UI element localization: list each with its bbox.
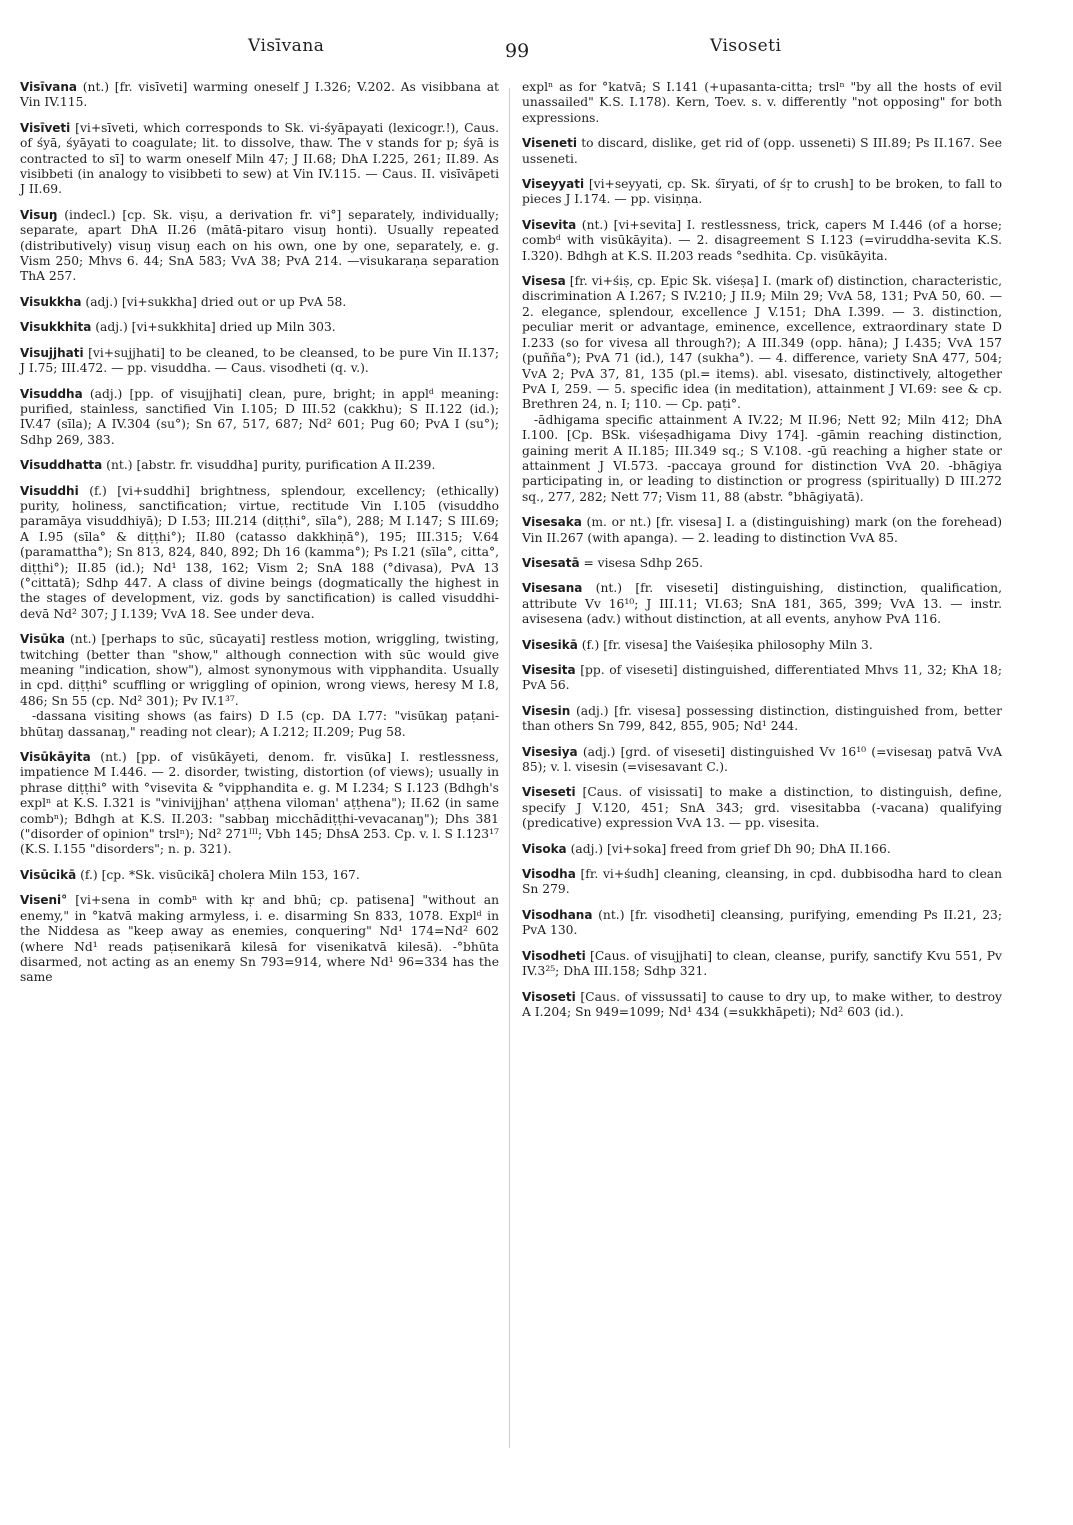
entry-subsection: -ādhigama specific attainment A IV.22; M II.96; Nett 92; Miln 412; DhA I.100. [Cp. BSk. viśeṣadhigama Divy 174]. -gāmin reaching distinction, gaining merit A II.185; III.349 sq.; S V.108. -gū reaching a higher state or attainment J VI.573. -paccaya ground for distinction VvA 20. -bhāgiya participating in, or leading to distinction or progress (spiritually) D III.272 sq., 277, 282; Nett 77; Vism 11, 88 (abstr. °bhāgiyatā). <box>522 412 1002 504</box>
entry-text: to discard, dislike, get rid of (opp. usseneti) S III.89; Ps II.167. See usseneti. <box>522 136 1002 166</box>
dictionary-entry <box>20 387 499 449</box>
dictionary-entry <box>522 136 1002 167</box>
dictionary-entry <box>522 785 1002 831</box>
entry-text: (f.) [cp. *Sk. visūcikā] cholera Miln 153, 167. <box>76 867 360 882</box>
entry-text: (nt.) [fr. viseseti] distinguishing, distinction, qualification, attribute Vv 16¹⁰; J III.11; VI.63; SnA 181, 365, 399; VvA 13. — instr. avisesena (adv.) without distinction, at all events, anyhow PvA 116. <box>522 581 1002 627</box>
running-head-left: Visīvana <box>248 36 325 56</box>
headword: Viseneti <box>522 136 578 151</box>
dictionary-entry <box>20 80 499 111</box>
dictionary-entry <box>20 484 499 623</box>
entry-text: [vi+sujjhati] to be cleaned, to be cleansed, to be pure Vin II.137; J I.75; III.472. — pp. visuddha. — Caus. visodheti (q. v.). <box>20 345 499 376</box>
entry-text: [Caus. of visissati] to make a distinction, to distinguish, define, specify J V.120, 451; SnA 343; grd. visesitabba (-vacana) qualifying (predicative) expression VvA 13. — pp. visesita. <box>522 785 1002 831</box>
dictionary-entry <box>522 515 1002 546</box>
dictionary-entry <box>522 842 1002 857</box>
entry-text: [Caus. of visujjhati] to clean, cleanse, purify, sanctify Kvu 551, Pv IV.3²⁵; DhA III.158; Sdhp 321. <box>522 948 1002 979</box>
page-header <box>0 36 1073 66</box>
headword: Visesiya <box>522 744 578 759</box>
entry-text: (nt.) [fr. visīveti] warming oneself J I.326; V.202. As visibbana at Vin IV.115. <box>20 80 499 110</box>
headword: Visevita <box>522 217 577 232</box>
entry-subsection: -dassana visiting shows (as fairs) D I.5 (cp. DA I.77: "visūkaŋ paṭani-bhūtaŋ dassanaŋ," reading not clear); A I.212; II.209; Pug 58. <box>20 709 499 739</box>
column-divider <box>509 88 510 1448</box>
entry-text: [vi+sīveti, which corresponds to Sk. vi-śyāpayati (lexicogr.!), Caus. of śyā, śyāyati to coagulate; lit. to dissolve, thaw. The v stands for p; śyā is contracted to sī] to warm oneself Miln 47; J II.68; DhA I.225, 261; II.89. As visibbeti (in analogy to visibbeti to sew) at Vin IV.115. — Caus. II. visīvāpeti J II.69. <box>20 120 499 197</box>
headword: Visūkāyita <box>20 750 91 765</box>
dictionary-entry <box>522 581 1002 627</box>
headword: Viseseti <box>522 785 576 800</box>
headword: Visuŋ <box>20 207 58 222</box>
entry-text: (nt.) [perhaps to sūc, sūcayati] restless motion, wriggling, twisting, twitching (better than "show," although connection with sūc would give meaning "indication, show"), almost synonymous with vipphandita. Usually in cpd. diṭṭhi° scuffling or wriggling of opinion, wrong views, heresy M I.8, 486; Sn 55 (cp. Nd² 301); Pv IV.1³⁷. <box>20 632 499 708</box>
headword: Visoseti <box>522 989 576 1004</box>
headword: Visuddhatta <box>20 458 103 473</box>
dictionary-entry <box>20 295 499 310</box>
dictionary-entry <box>522 274 1002 505</box>
dictionary-entry <box>20 458 499 473</box>
headword: Visodhana <box>522 907 593 922</box>
entry-text: [pp. of viseseti] distinguished, differentiated Mhvs 11, 32; KhA 18; PvA 56. <box>522 663 1002 693</box>
page-number: 99 <box>505 40 530 62</box>
entry-text: (adj.) [vi+sukkhita] dried up Miln 303. <box>91 320 336 335</box>
entry-text: (nt.) [pp. of visūkāyeti, denom. fr. visūka] I. restlessness, impatience M I.446. — 2. disorder, twisting, distortion (of views); usually in phrase diṭṭhi° with °visevita & °vipphandita e. g. M I.234; S I.123 (Bdhgh's explⁿ at K.S. I.321 is "vinivijjhan' aṭṭhena viloman' aṭṭhena"); II.62 (in same combⁿ); Bdhgh at K.S. II.203: "sabbaŋ micchādiṭṭhi-vevacanaŋ"); Dhs 381 ("disorder of opinion" trslⁿ); Nd² 271ᴵᴵᴵ; Vbh 145; DhsA 253. Cp. v. l. S I.123¹⁷ (K.S. I.155 "disorders"; n. p. 321). <box>20 750 499 857</box>
headword: Visodheti <box>522 948 586 963</box>
entry-text: (nt.) [vi+sevita] I. restlessness, trick, capers M I.446 (of a horse; combᵈ with visūkāyita). — 2. disagreement S I.123 (=viruddha-sevita K.S. I.320). Bdhgh at K.S. II.203 reads °sedhita. Cp. visūkāyita. <box>522 217 1002 263</box>
entry-text: (adj.) [pp. of visujjhati] clean, pure, bright; in applᵈ meaning: purified, stainless, sanctified Vin I.105; D III.52 (cakkhu); S II.122 (id.); IV.47 (sīla); A IV.304 (su°); Sn 67, 517, 687; Nd² 601; Pug 60; PvA I (su°); Sdhp 269, 383. <box>20 386 499 447</box>
entry-text: (m. or nt.) [fr. visesa] I. a (distinguishing) mark (on the forehead) Vin II.267 (with apanga). — 2. leading to distinction VvA 85. <box>522 515 1002 545</box>
dictionary-entry <box>522 218 1002 264</box>
dictionary-entry <box>20 868 499 883</box>
entry-text: [Caus. of vissussati] to cause to dry up, to make wither, to destroy A I.204; Sn 949=1099; Nd¹ 434 (=sukkhāpeti); Nd² 603 (id.). <box>522 989 1002 1019</box>
headword: Visesatā <box>522 555 580 570</box>
dictionary-entry <box>522 556 1002 571</box>
headword: Viseyyati <box>522 177 585 192</box>
dictionary-entry <box>522 638 1002 653</box>
headword: Visodha <box>522 867 576 882</box>
headword: Visuddhi <box>20 483 79 498</box>
entry-text: (adj.) [vi+soka] freed from grief Dh 90; DhA II.166. <box>566 841 891 856</box>
dictionary-entry <box>522 704 1002 735</box>
entry-text: (f.) [fr. visesa] the Vaiśeṣika philosophy Miln 3. <box>577 637 873 652</box>
dictionary-entry <box>522 949 1002 980</box>
entry-text: (adj.) [fr. visesa] possessing distinction, distinguished from, better than others Sn 799, 842, 855, 905; Nd¹ 244. <box>522 703 1002 734</box>
dictionary-entry <box>522 80 1002 126</box>
left-column <box>20 80 499 996</box>
headword: Viseni° <box>20 893 68 908</box>
headword: Visesaka <box>522 515 582 530</box>
dictionary-entry <box>522 177 1002 208</box>
entry-text: (adj.) [grd. of viseseti] distinguished Vv 16¹⁰ (=visesaŋ patvā VvA 85); v. l. visesin (=visesavant C.). <box>522 744 1002 775</box>
headword: Visīvana <box>20 80 78 94</box>
headword: Visesa <box>522 274 566 289</box>
entry-text: (indecl.) [cp. Sk. viṣu, a derivation fr. vi°] separately, individually; separate, apart DhA II.26 (mātā-pitaro visuŋ honti). Usually repeated (distributively) visuŋ visuŋ each on his own, one by one, separately, e. g. Vism 250; Mhvs 6. 44; SnA 583; VvA 38; PvA 214. —visukaraṇa separation ThA 257. <box>20 207 499 284</box>
dictionary-entry <box>20 750 499 858</box>
entry-text: [fr. vi+śudh] cleaning, cleansing, in cpd. dubbisodha hard to clean Sn 279. <box>522 867 1002 897</box>
headword: Visujjhati <box>20 345 84 360</box>
headword: Visūcikā <box>20 867 77 882</box>
dictionary-entry <box>522 990 1002 1021</box>
entry-text: (f.) [vi+suddhi] brightness, splendour, excellency; (ethically) purity, holiness, sanctification; virtue, rectitude Vin I.105 (visuddho paramāya visuddhiyā); D I.53; III.214 (diṭṭhi°, sīla°), 288; M I.147; S III.69; A I.95 (sīla° & diṭṭhi°); II.80 (catasso dakkhiṇā°), 195; III.315; V.64 (paramattha°); Sn 813, 824, 840, 892; Dh 16 (kamma°); Ps I.21 (sīla°, citta°, diṭṭhi°); II.85 (id.); Nd¹ 138, 162; Vism 2; SnA 188 (°divasa), PvA 13 (°cittatā); Sdhp 447. A class of divine beings (dogmatically the highest in the stages of development, viz. gods by sanctification) is called visuddhi-devā Nd² 307; J I.139; VvA 18. See under deva. <box>20 483 499 621</box>
entry-text: (nt.) [fr. visodheti] cleansing, purifying, emending Ps II.21, 23; PvA 130. <box>522 907 1002 938</box>
headword: Visoka <box>522 841 567 856</box>
headword: Visesikā <box>522 637 578 652</box>
headword: Visukkhita <box>20 320 92 335</box>
headword: Visesin <box>522 703 571 718</box>
entry-text: [vi+sena in combⁿ with kṛ and bhū; cp. patisena] "without an enemy," in °katvā making armyless, i. e. disarming Sn 833, 1078. Explᵈ in the Niddesa as "keep away as enemies, conquering" Nd¹ 174=Nd² 602 (where Nd¹ reads paṭisenikarā kilesā for visenikatvā kilesā). -°bhūta disarmed, not acting as an enemy Sn 793=914, where Nd¹ 96=334 has the same <box>20 893 499 985</box>
headword: Visesita <box>522 663 576 677</box>
entry-text: explⁿ as for °katvā; S I.141 (+upasanta-citta; trslⁿ "by all the hosts of evil unassailed" K.S. I.178). Kern, Toev. s. v. differently "not opposing" for both expressions. <box>522 80 1002 125</box>
headword: Visuddha <box>20 386 83 401</box>
dictionary-entry <box>522 663 1002 694</box>
dictionary-entry <box>20 320 499 335</box>
dictionary-entry <box>20 346 499 377</box>
entry-text: [vi+seyyati, cp. Sk. śīryati, of śṛ to crush] to be broken, to fall to pieces J I.174. — pp. visiṇṇa. <box>522 177 1002 207</box>
dictionary-entry <box>522 867 1002 898</box>
entry-text: (nt.) [abstr. fr. visuddha] purity, purification A II.239. <box>102 458 436 473</box>
right-column <box>522 80 1002 1030</box>
entry-text: (adj.) [vi+sukkha] dried out or up PvA 58. <box>81 294 347 309</box>
headword: Visūka <box>20 632 65 647</box>
headword: Visukkha <box>20 294 82 309</box>
dictionary-entry <box>20 121 499 198</box>
dictionary-entry <box>20 893 499 985</box>
dictionary-entry <box>522 745 1002 776</box>
running-head-right: Visoseti <box>710 36 782 56</box>
entry-text: = visesa Sdhp 265. <box>579 555 704 570</box>
headword: Visīveti <box>20 120 71 135</box>
dictionary-entry <box>522 908 1002 939</box>
headword: Visesana <box>522 581 583 596</box>
entry-text: [fr. vi+śiṣ, cp. Epic Sk. viśeṣa] I. (mark of) distinction, characteristic, discrimination A I.267; S IV.210; J II.9; Miln 29; VvA 58, 131; PvA 50, 60. — 2. elegance, splendour, excellence J V.151; DhA I.399. — 3. distinction, peculiar merit or advantage, eminence, excellence, extraordinary state D I.233 (so for vivesa all through?); A III.349 (opp. hāna); J I.435; VvA 157 (puñña°); PvA 71 (id.), 147 (sukha°). — 4. difference, variety SnA 477, 504; VvA 2; PvA 37, 81, 135 (pl.= items). abl. visesato, distinctively, altogether PvA I, 259. — 5. specific idea (in meditation), attainment J VI.69: see & cp. Brethren 24, n. I; 110. — Cp. paṭi°. <box>522 274 1002 412</box>
dictionary-entry <box>20 632 499 740</box>
dictionary-entry <box>20 208 499 285</box>
